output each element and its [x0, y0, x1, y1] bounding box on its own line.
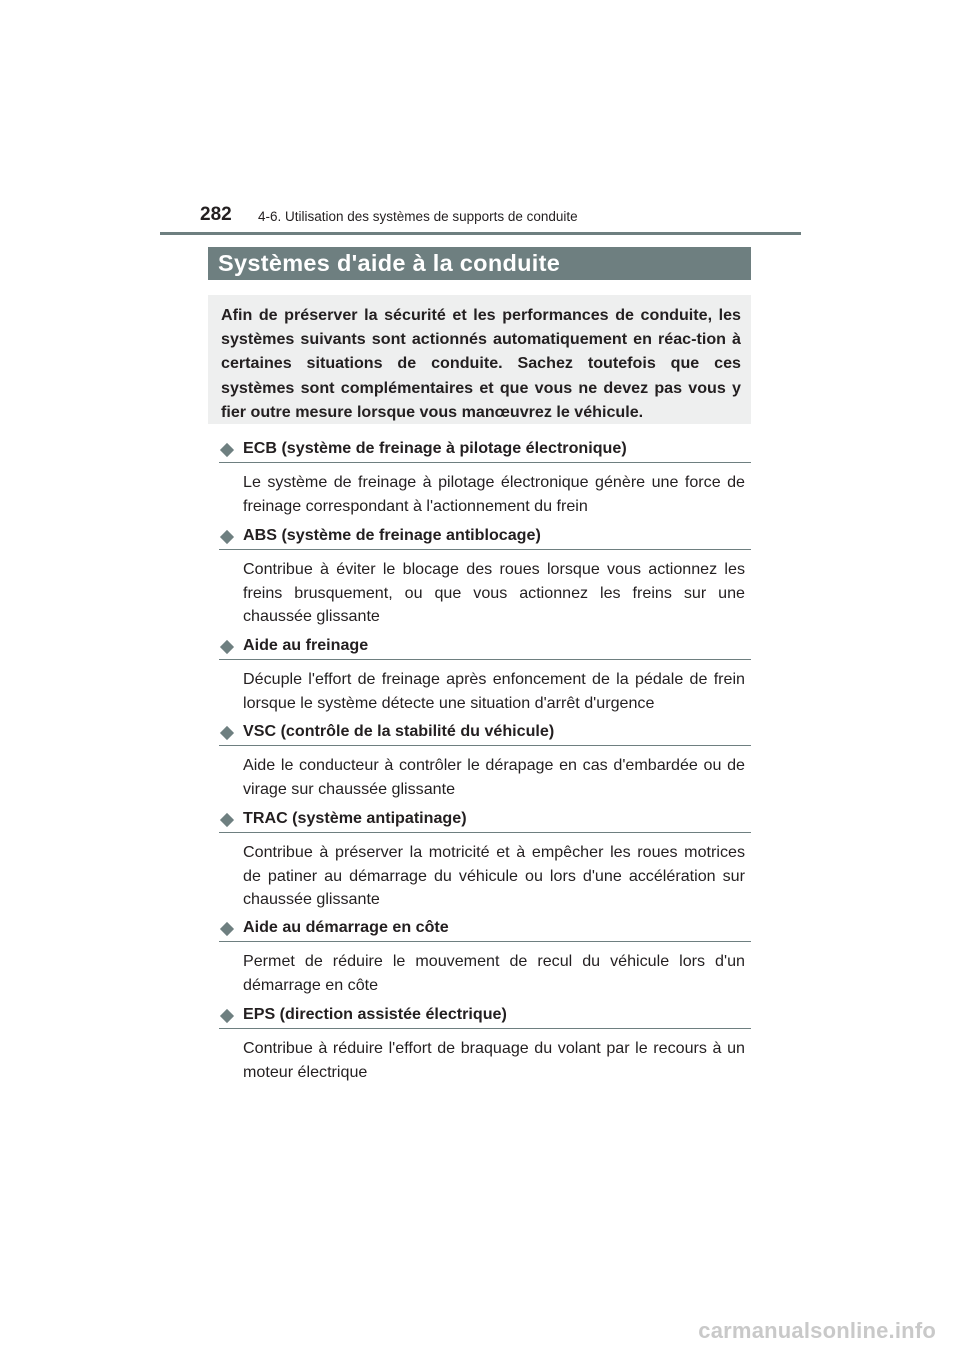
- feature-title: ABS (système de freinage antiblocage): [243, 526, 541, 544]
- intro-text: Afin de préserver la sécurité et les performances de conduite, les systèmes suivants sont actionnés automatiquement en réac-tion à certaines situations de conduite. Sachez toutefois que ces systèmes sont complémentaires et que vous ne devez pas vous y fier outre mesure lorsque vous manœuvrez le véhicule.: [221, 306, 741, 421]
- feature-item-ecb: [219, 439, 751, 518]
- diamond-icon: [220, 443, 234, 457]
- feature-item-eps: [219, 1005, 751, 1084]
- feature-item-trac: [219, 809, 751, 912]
- diamond-icon: [220, 726, 234, 740]
- feature-divider: [219, 832, 751, 833]
- feature-divider: [219, 549, 751, 550]
- feature-divider: [219, 462, 751, 463]
- feature-divider: [219, 1028, 751, 1029]
- diamond-icon: [220, 922, 234, 936]
- feature-divider: [219, 659, 751, 660]
- feature-description: Contribue à éviter le blocage des roues lorsque vous actionnez les freins brusquement, ou que vous actionnez les freins sur une chaussée glissante: [243, 560, 745, 626]
- section-path: 4-6. Utilisation des systèmes de supports de conduite: [258, 209, 578, 224]
- feature-item-brake-assist: [219, 636, 751, 715]
- feature-description: Décuple l'effort de freinage après enfoncement de la pédale de frein lorsque le système détecte une situation d'arrêt d'urgence: [243, 670, 745, 712]
- feature-divider: [219, 745, 751, 746]
- title-bar: [208, 247, 751, 280]
- diamond-icon: [220, 530, 234, 544]
- feature-description: Aide le conducteur à contrôler le dérapage en cas d'embardée ou de virage sur chaussée glissante: [243, 756, 745, 798]
- page-title: Systèmes d'aide à la conduite: [218, 250, 561, 276]
- feature-description: Contribue à réduire l'effort de braquage du volant par le recours à un moteur électrique: [243, 1039, 745, 1081]
- feature-item-vsc: [219, 722, 751, 801]
- feature-title: Aide au freinage: [243, 636, 369, 654]
- feature-item-hill-start-assist: [219, 918, 751, 997]
- feature-title: VSC (contrôle de la stabilité du véhicule): [243, 722, 555, 740]
- feature-title: EPS (direction assistée électrique): [243, 1005, 507, 1023]
- diamond-icon: [220, 640, 234, 654]
- page-header: [160, 204, 801, 236]
- watermark: carmanualsonline.info: [698, 1318, 936, 1343]
- feature-title: Aide au démarrage en côte: [243, 918, 449, 936]
- page-number: 282: [200, 204, 232, 225]
- diamond-icon: [220, 813, 234, 827]
- header-divider: [160, 232, 801, 235]
- feature-title: TRAC (système antipatinage): [243, 809, 467, 827]
- feature-title: ECB (système de freinage à pilotage électronique): [243, 439, 627, 457]
- feature-description: Permet de réduire le mouvement de recul du véhicule lors d'un démarrage en côte: [243, 952, 745, 994]
- diamond-icon: [220, 1009, 234, 1023]
- intro-box: [208, 295, 751, 424]
- feature-item-abs: [219, 526, 751, 629]
- feature-divider: [219, 941, 751, 942]
- feature-description: Le système de freinage à pilotage électronique génère une force de freinage correspondant à l'actionnement du frein: [243, 473, 745, 515]
- feature-description: Contribue à préserver la motricité et à empêcher les roues motrices de patiner au démarrage du véhicule ou lors d'une accélération sur chaussée glissante: [243, 843, 745, 909]
